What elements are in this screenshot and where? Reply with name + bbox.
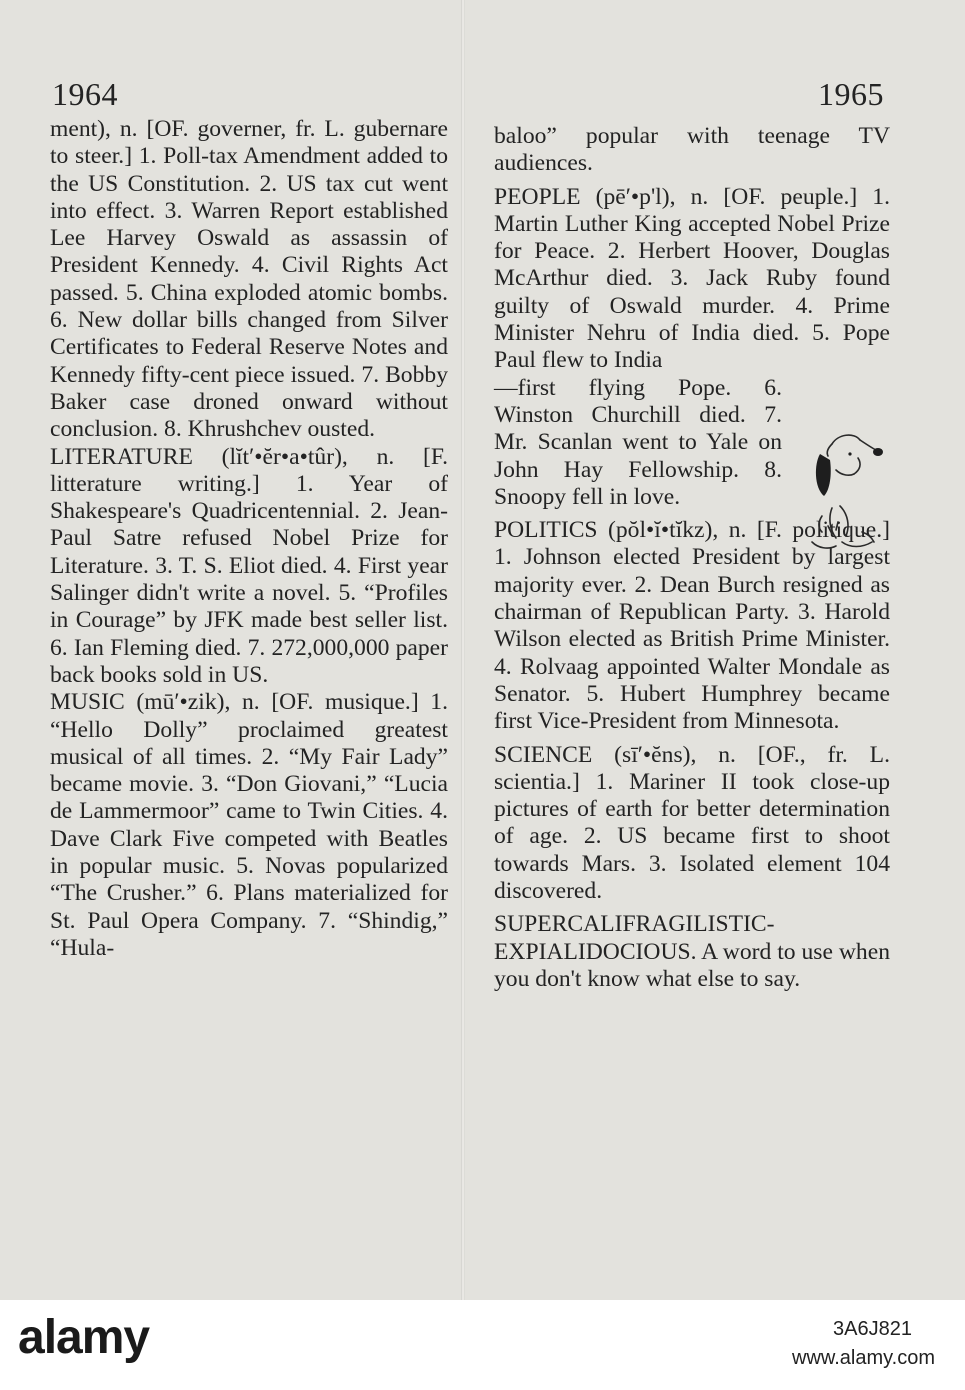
year-right-heading: 1965 bbox=[818, 76, 884, 112]
page-fold bbox=[461, 0, 465, 1300]
year-left-heading: 1964 bbox=[52, 76, 118, 112]
science-entry: SCIENCE (sī′•ĕns), n. [OF., fr. L. scientia.] 1. Mariner II took close-up pictures of earth for better determination of age. 2. US became first to shoot towards Mars. 3. Isolated element 104 discovered. bbox=[494, 741, 890, 905]
music-continued-entry: baloo” popular with teenage TV audiences. bbox=[494, 123, 890, 177]
music-entry: MUSIC (mū′•zik), n. [OF. musique.] 1. “Hello Dolly” proclaimed greatest musical of all times. 2. “My Fair Lady” became movie. 3. “Don Giovani,” “Lucia de Lammermoor” came to Twin Cities. 4. Dave Clark Five competed with Beatles in popular music. 5. Novas popularized “The Crusher.” 6. Plans materialized for St. Paul Opera Company. 7. “Shindig,” “Hula- bbox=[50, 689, 448, 961]
politics-entry: POLITICS (pŏl•ĭ•tĭkz), n. [F. politique.] 1. Johnson elected President by largest majority ever. 2. Dean Burch resigned as chairman of Republican Party. 3. Harold Wilson elected as British Prime Minister. 4. Rolvaag appointed Walter Mondale as Senator. 5. Hubert Humphrey became first Vice-President from Minnesota. bbox=[494, 517, 890, 735]
people-entry: PEOPLE (pē′•p'l), n. [OF. peuple.] 1. Martin Luther King accepted Nobel Prize for Peace. 2. Herbert Hoover, Douglas McArthur died. 3. Jack Ruby found guilty of Oswald murder. 4. Prime Minister Nehru of India died. 5. Pope Paul flew to India bbox=[494, 183, 890, 374]
left-column bbox=[50, 116, 448, 962]
image-id: 3A6J821 bbox=[833, 1318, 912, 1340]
government-entry: ment), n. [OF. governer, fr. L. gubernare to steer.] 1. Poll-tax Amendment added to the US Constitution. 2. US tax cut went into effect. 3. Warren Report established Lee Harvey Oswald as assassin of President Kennedy. 4. Civil Rights Act passed. 5. China exploded atomic bombs. 6. New dollar bills changed from Silver Certificates to Federal Reserve Notes and Kennedy fifty-cent piece issued. 7. Bobby Baker case droned onward without conclusion. 8. Khrushchev ousted. bbox=[50, 116, 448, 443]
watermark-url: www.alamy.com bbox=[792, 1347, 935, 1369]
supercalifragilistic-entry: SUPERCALIFRAGILISTIC-EXPIALIDOCIOUS. A word to use when you don't know what else to say. bbox=[494, 911, 890, 992]
people-entry-wrapped: —first flying Pope. 6. Winston Churchill died. 7. Mr. Scanlan went to Yale on John Hay Fellowship. 8. Snoopy fell in love. bbox=[494, 374, 782, 510]
snoopy-cartoon-icon bbox=[802, 430, 884, 558]
alamy-logo: alamy bbox=[18, 1311, 150, 1364]
literature-entry: LITERATURE (lĭt′•ĕr•a•tûr), n. [F. litterature writing.] 1. Year of Shakespeare's Quadricentennial. 2. Jean-Paul Satre refused Nobel Prize for Literature. 3. T. S. Eliot died. 4. First year Salinger didn't write a novel. 5. “Profiles in Courage” by JFK made best seller list. 6. Ian Fleming died. 7. 272,000,000 paper back books sold in US. bbox=[50, 443, 448, 688]
right-column bbox=[494, 123, 890, 993]
